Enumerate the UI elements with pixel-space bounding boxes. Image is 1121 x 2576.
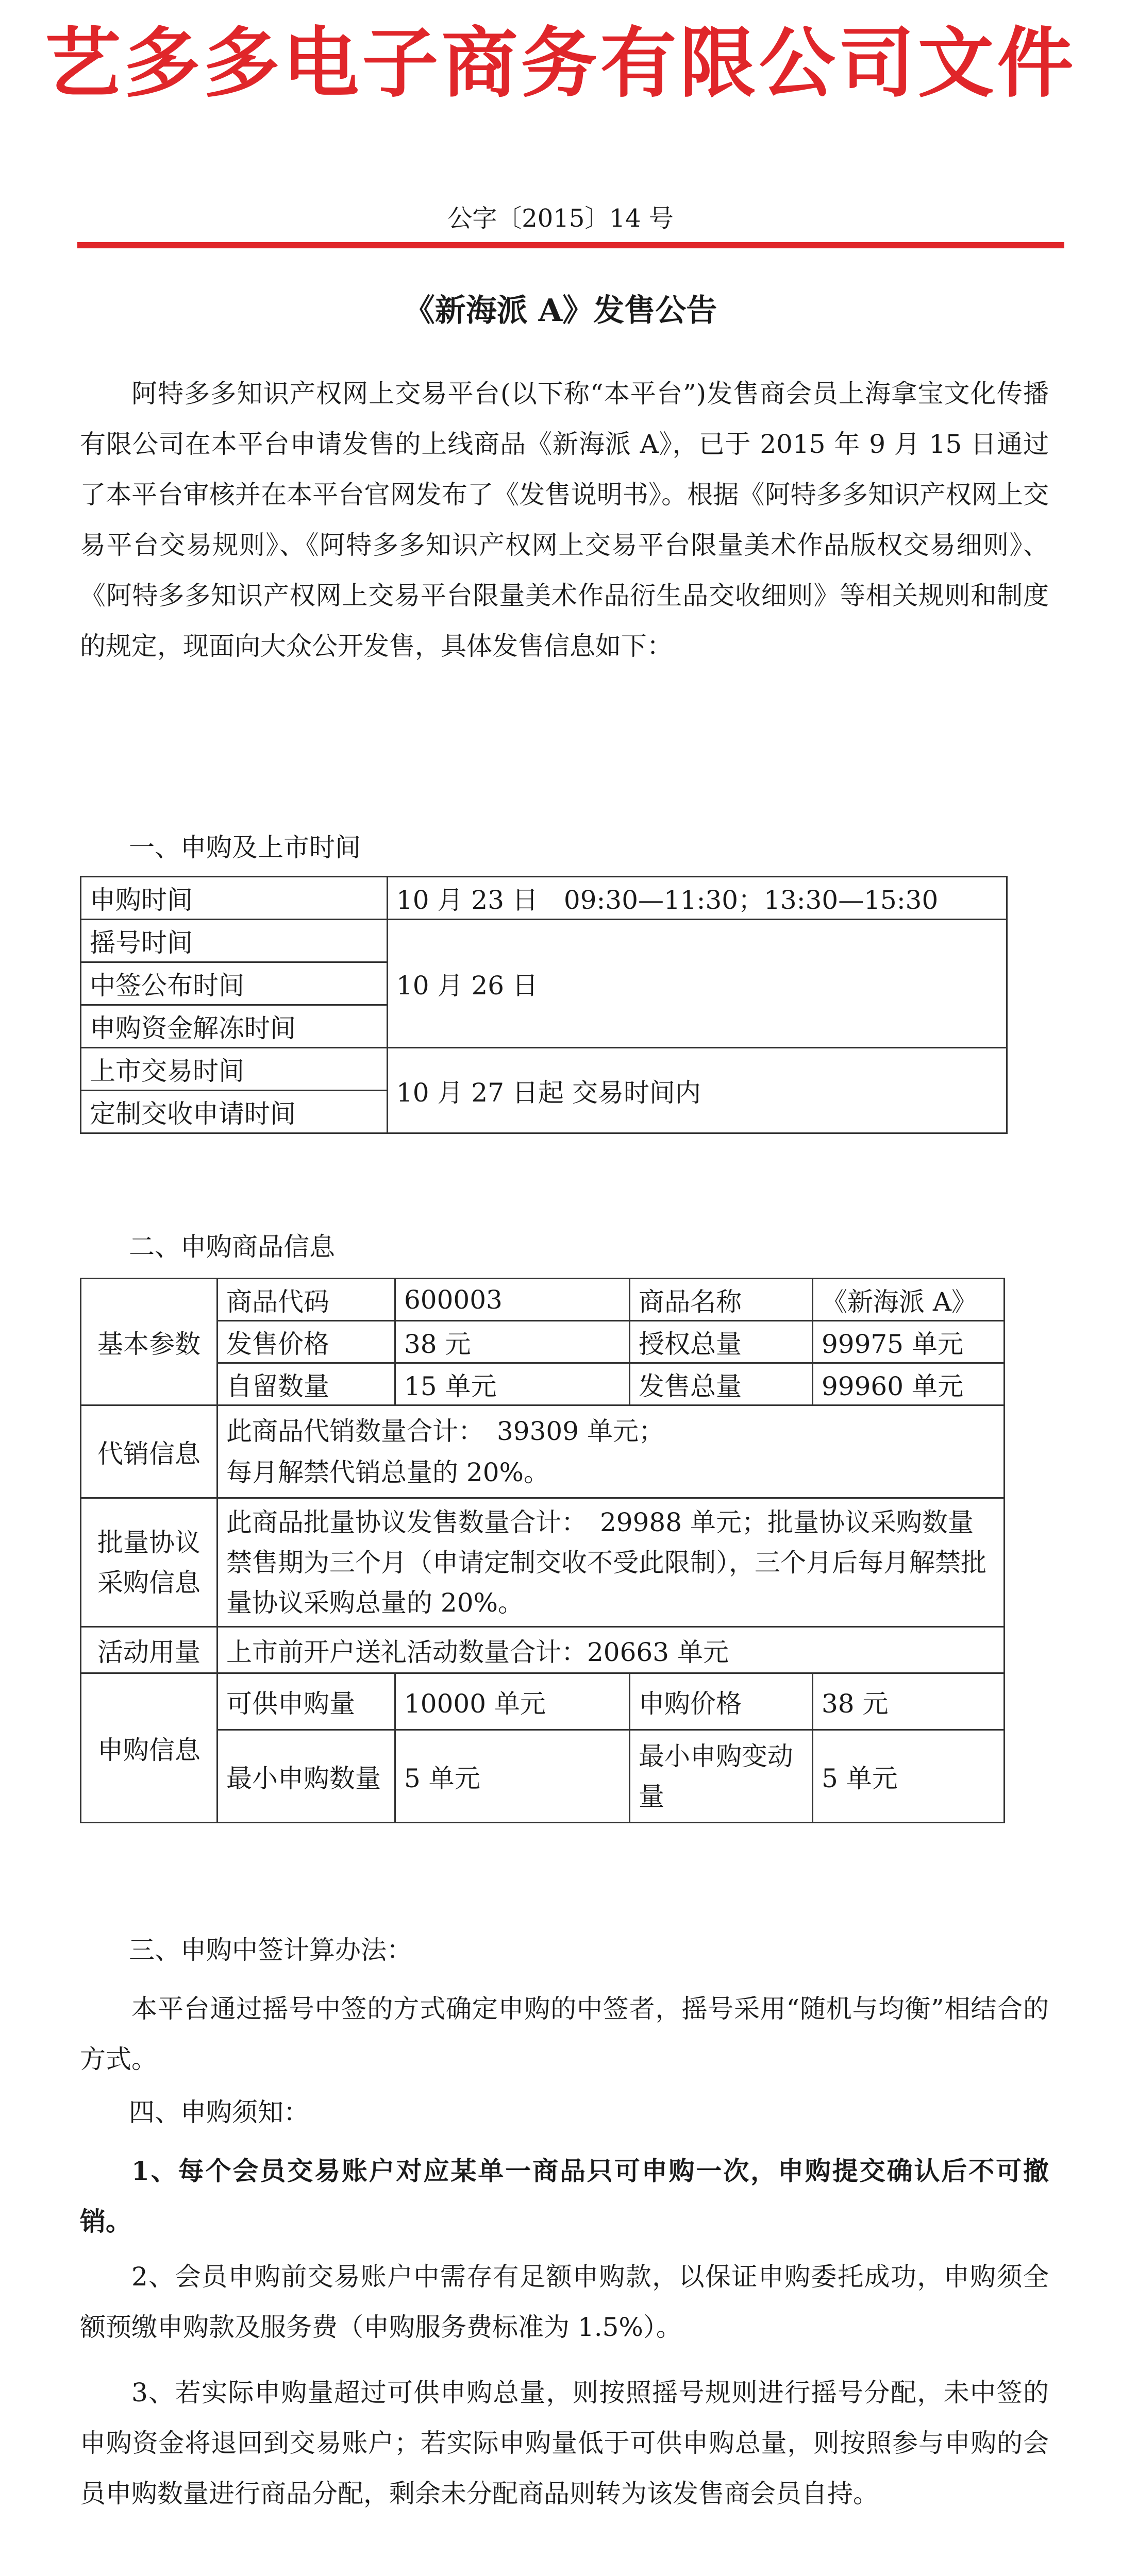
- subscribe-cell: 可供申购量: [217, 1673, 395, 1730]
- basic-cell: 《新海派 A》: [813, 1279, 1005, 1321]
- agency-label: 代销信息: [81, 1405, 217, 1498]
- batch-label: 批量协议采购信息: [81, 1498, 217, 1627]
- schedule-label: 上市交易时间: [81, 1048, 388, 1091]
- subscribe-cell: 38 元: [813, 1673, 1005, 1730]
- agency-info: [217, 1405, 1005, 1498]
- subscribe-cell: 最小申购数量: [217, 1730, 395, 1823]
- section3-text: 本平台通过摇号中签的方式确定申购的中签者，摇号采用“随机与均衡”相结合的方式。: [80, 1994, 1049, 2074]
- document-number: 公字〔2015〕14 号: [447, 204, 674, 233]
- subscribe-cell: 5 单元: [813, 1730, 1005, 1823]
- basic-cell: 商品代码: [217, 1279, 395, 1321]
- subscribe-cell: 10000 单元: [395, 1673, 630, 1730]
- schedule-value: 10 月 26 日: [388, 920, 1007, 1048]
- basic-cell: 发售总量: [630, 1363, 813, 1405]
- schedule-value: 10 月 23 日 09:30—11:30；13:30—15:30: [388, 877, 1007, 920]
- batch-info: 此商品批量协议发售数量合计： 29988 单元；批量协议采购数量禁售期为三个月（申请定制交收不受此限制），三个月后每月解禁批量协议采购总量的 20%。: [217, 1498, 1005, 1627]
- org-title: 艺多多电子商务有限公司文件: [44, 19, 1077, 108]
- basic-cell: 600003: [395, 1279, 630, 1321]
- subscribe-cell: 5 单元: [395, 1730, 630, 1823]
- schedule-label: 中签公布时间: [81, 962, 388, 1005]
- notice-title: 《新海派 A》发售公告: [404, 293, 717, 329]
- basic-cell: 发售价格: [217, 1321, 395, 1363]
- basic-cell: 自留数量: [217, 1363, 395, 1405]
- table-row: [81, 1627, 1005, 1673]
- section4-heading: 四、申购须知：: [129, 2097, 309, 2127]
- schedule-table: [80, 876, 1008, 1134]
- table-row: [81, 1321, 1005, 1363]
- activity-label: 活动用量: [81, 1627, 217, 1673]
- table-row: [81, 1673, 1005, 1730]
- table-row: [81, 1730, 1005, 1823]
- subscribe-cell: 申购价格: [630, 1673, 813, 1730]
- table-row: [81, 920, 1007, 962]
- basic-params-label: 基本参数: [81, 1279, 217, 1405]
- agency-line: 此商品代销数量合计： 39309 单元；: [226, 1416, 664, 1446]
- agency-line: 每月解禁代销总量的 20%。: [226, 1457, 550, 1487]
- table-row: [81, 1405, 1005, 1498]
- table-row: [81, 1279, 1005, 1321]
- schedule-value: 10 月 27 日起 交易时间内: [388, 1048, 1007, 1133]
- table-row: [81, 1048, 1007, 1091]
- schedule-label: 摇号时间: [81, 920, 388, 962]
- section4-item3: 3、若实际申购量超过可供申购总量，则按照摇号规则进行摇号分配，未中签的申购资金将退回到交易账户；若实际申购量低于可供申购总量，则按照参与申购的会员申购数量进行商品分配，剩余未分配商品则转为该发售商会员自持。: [80, 2378, 1049, 2509]
- basic-cell: 商品名称: [630, 1279, 813, 1321]
- schedule-label: 申购时间: [81, 877, 388, 920]
- subscribe-label: 申购信息: [81, 1673, 217, 1823]
- section4-item2: 2、会员申购前交易账户中需存有足额申购款，以保证申购委托成功，申购须全额预缴申购款及服务费（申购服务费标准为 1.5%）。: [80, 2262, 1049, 2342]
- section1-heading: 一、申购及上市时间: [129, 833, 361, 862]
- table-row: [81, 1498, 1005, 1627]
- basic-cell: 38 元: [395, 1321, 630, 1363]
- basic-cell: 99960 单元: [813, 1363, 1005, 1405]
- intro-paragraph: 阿特多多知识产权网上交易平台(以下称“本平台”)发售商会员上海拿宝文化传播有限公司在本平台申请发售的上线商品《新海派 A》，已于 2015 年 9 月 15 日通过了本平台审核并在本平台官网发布了《发售说明书》。根据《阿特多多知识产权网上交易平台交易规则》、《阿特多多知识产权网上交易平台限量美术作品版权交易细则》、《阿特多多知识产权网上交易平台限量美术作品衍生品交收细则》等相关规则和制度的规定，现面向大众公开发售，具体发售信息如下：: [80, 379, 1049, 661]
- basic-cell: 授权总量: [630, 1321, 813, 1363]
- basic-cell: 15 单元: [395, 1363, 630, 1405]
- section2-heading: 二、申购商品信息: [129, 1232, 335, 1262]
- basic-cell: 99975 单元: [813, 1321, 1005, 1363]
- table-row: [81, 1363, 1005, 1405]
- schedule-label: 定制交收申请时间: [81, 1091, 388, 1133]
- product-info-table: [80, 1278, 1005, 1823]
- activity-info: 上市前开户送礼活动数量合计：20663 单元: [217, 1627, 1005, 1673]
- section3-heading: 三、申购中签计算办法：: [129, 1935, 412, 1965]
- schedule-label: 申购资金解冻时间: [81, 1005, 388, 1048]
- red-divider: [77, 242, 1064, 248]
- table-row: [81, 877, 1007, 920]
- section4-item1: 1、每个会员交易账户对应某单一商品只可申购一次，申购提交确认后不可撤销。: [80, 2156, 1049, 2236]
- subscribe-cell: 最小申购变动量: [630, 1730, 813, 1823]
